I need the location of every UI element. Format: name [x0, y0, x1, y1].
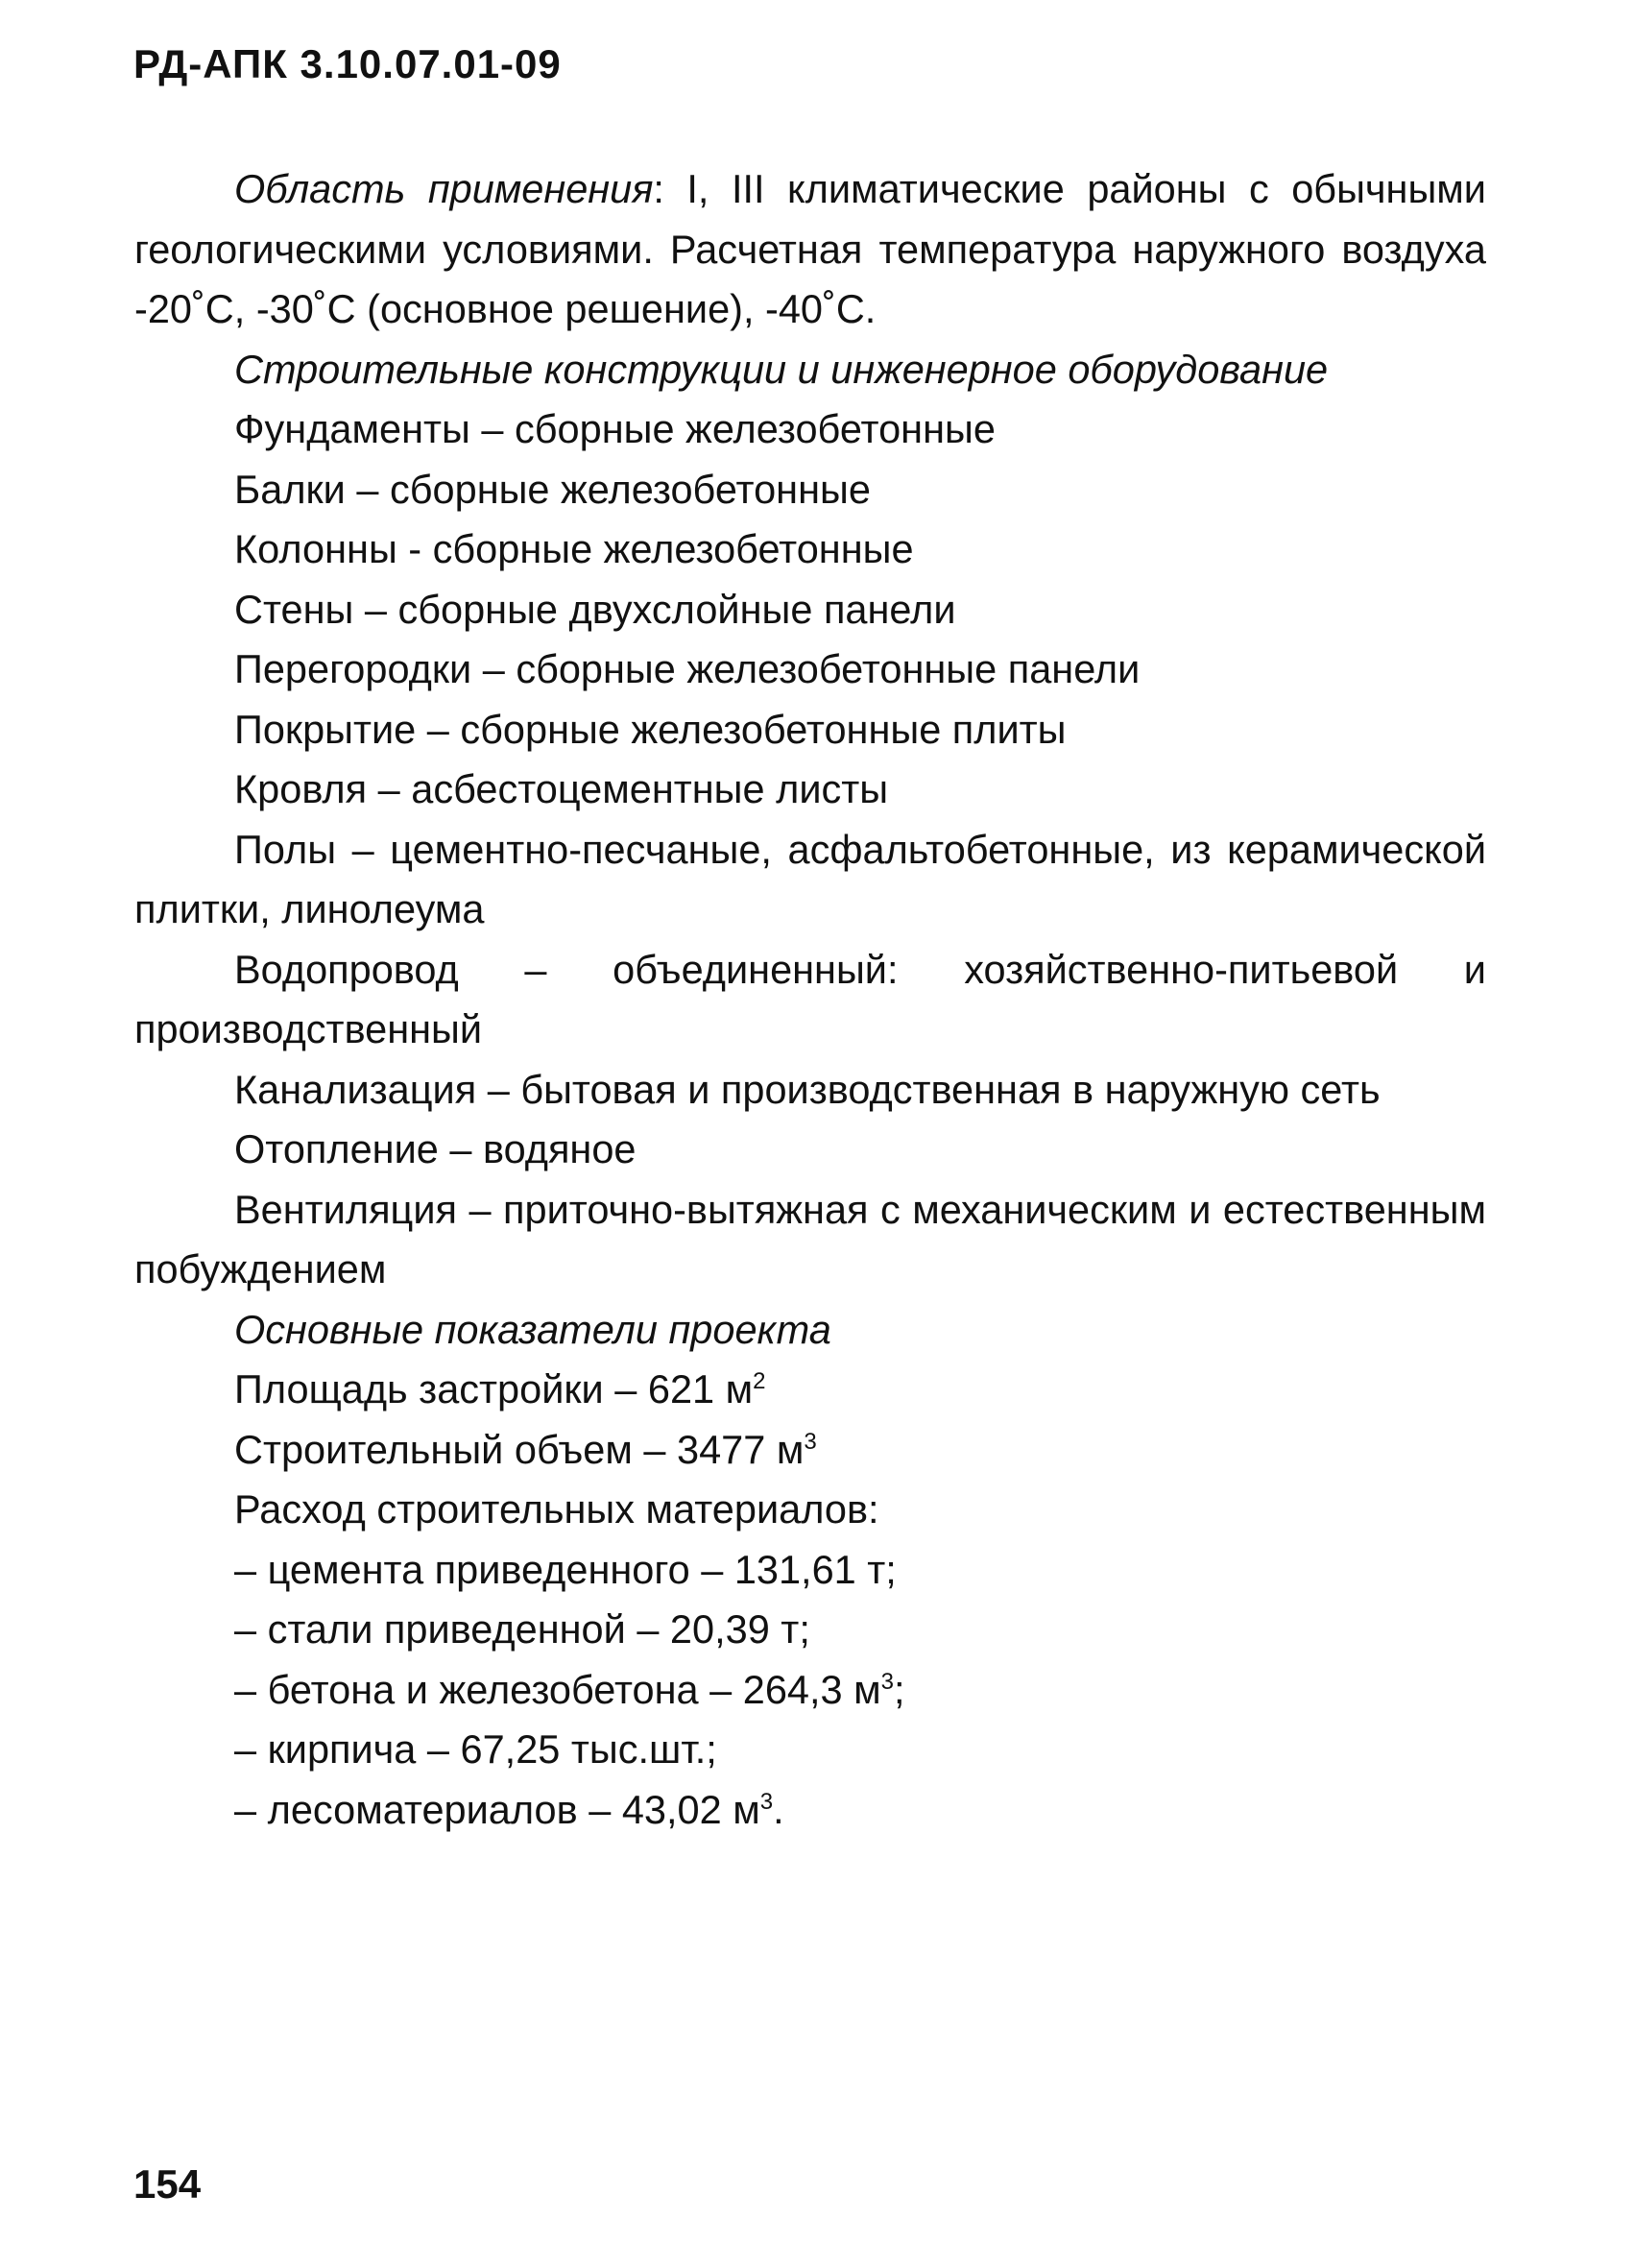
page-body — [134, 159, 1486, 1840]
construction-item-walls: Стены – сборные двухслойные панели — [234, 586, 956, 632]
construction-heading: Строительные конструкции и инженерное оборудование — [234, 346, 1329, 392]
scope-paragraph — [134, 159, 1486, 340]
indicators-heading: Основные показатели проекта — [234, 1306, 831, 1352]
materials-intro: Расход строительных материалов: — [234, 1486, 879, 1532]
indicator-building-area: Площадь застройки – 621 $м^2$ — [234, 1366, 766, 1411]
construction-item-roofing: Кровля – асбестоцементные листы — [234, 766, 889, 811]
construction-item-sewerage: Канализация – бытовая и производственная в наружную сеть — [234, 1066, 1381, 1112]
construction-item-water-supply: Водопровод – объединенный: хозяйственно-питьевой и производственный — [134, 946, 1486, 1051]
material-brick: – кирпича – 67,25 тыс.шт.; — [234, 1726, 717, 1772]
indicator-building-volume: Строительный объем – 3477 $м^3$ — [234, 1426, 817, 1472]
material-timber: – лесоматериалов – 43,02 $м^3$. — [234, 1786, 784, 1832]
material-concrete: – бетона и железобетона – 264,3 $м^3$; — [234, 1666, 905, 1712]
construction-item-partitions: Перегородки – сборные железобетонные панели — [234, 646, 1141, 691]
construction-item-roof-slabs: Покрытие – сборные железобетонные плиты — [234, 706, 1067, 752]
material-cement: – цемента приведенного – 131,61 т; — [234, 1546, 897, 1592]
construction-item-foundations: Фундаменты – сборные железобетонные — [234, 406, 996, 451]
page-number: 154 — [133, 2161, 202, 2207]
construction-item-ventilation: Вентиляция – приточно-вытяжная с механическим и естественным побуждением — [134, 1186, 1486, 1291]
construction-item-columns: Колонны - сборные железобетонные — [234, 526, 914, 571]
scope-label: Область применения — [234, 166, 654, 211]
scope-text: : I, III климатические районы с обычными геологическими условиями. Расчетная температура наружного воздуха -20˚С, -30˚С (основное решение), -40˚С. — [134, 166, 1486, 331]
material-steel: – стали приведенной – 20,39 т; — [234, 1606, 810, 1652]
construction-item-floors: Полы – цементно-песчаные, асфальтобетонные, из керамической плитки, линолеума — [134, 826, 1486, 931]
construction-item-heating: Отопление – водяное — [234, 1126, 637, 1171]
construction-item-beams: Балки – сборные железобетонные — [234, 466, 871, 512]
document-code-header: РД-АПК 3.10.07.01-09 — [133, 41, 562, 86]
